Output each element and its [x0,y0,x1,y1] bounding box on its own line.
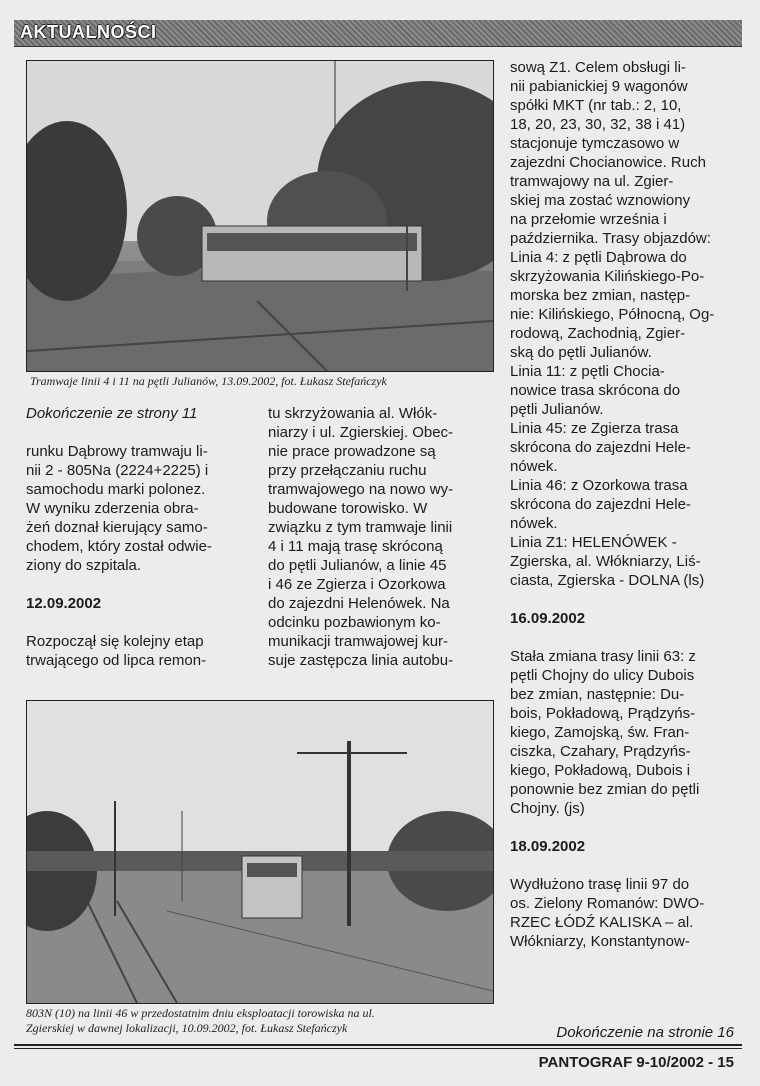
text-line: ponownie bez zmian do pętli [510,781,700,798]
text-line: budowane torowisko. W [268,500,428,517]
text-line: sową Z1. Celem obsługi li- [510,59,686,76]
col3-text-b [510,647,734,818]
text-line: października. Trasy objazdów: [510,230,711,247]
text-line: ską do pętli Julianów. [510,344,652,361]
text-line: i 46 ze Zgierza i Ozorkowa [268,576,446,593]
page-footer-label: PANTOGRAF 9-10/2002 - 15 [538,1054,734,1071]
column-right [510,58,734,951]
text-line: tramwajowego na nowo wy- [268,481,454,498]
text-line: nie prace prowadzone są [268,443,436,460]
text-line: kiego, Zamojską, św. Fran- [510,724,690,741]
photo-tram-zgierska-image [27,701,493,1003]
text-line: przy przełączaniu ruchu [268,462,427,479]
photo-trams-julianow [26,60,494,372]
text-line: suje zastępcza linia autobu- [268,652,454,669]
text-line: rodową, Zachodnią, Zgier- [510,325,686,342]
text-line: trwającego od lipca remon- [26,652,207,669]
text-line: ciszka, Czahary, Prądzyńs- [510,743,691,760]
text-line: związku z tym tramwaje linii [268,519,453,536]
text-line: Stała zmiana trasy linii 63: z [510,648,696,665]
date-heading: 12.09.2002 [26,595,102,612]
text-line: chodem, który został odwie- [26,538,212,555]
text-line: nówek. [510,515,558,532]
text-line: skiej ma zostać wznowiony [510,192,691,209]
text-line: Zgierska, al. Włókniarzy, Liś- [510,553,701,570]
text-line: skrócona do zajezdni Hele- [510,496,691,513]
text-line: do zajezdni Helenówek. Na [268,595,450,612]
text-line: nie: Kilińskiego, Północną, Og- [510,306,715,323]
text-line: stacjonuje tymczasowo w [510,135,680,152]
text-line: na przełomie września i [510,211,667,228]
text-line: żeń doznał kierujący samo- [26,519,208,536]
text-line: niarzy i ul. Zgierskiej. Obec- [268,424,454,441]
text-line: 4 i 11 mają trasę skróconą [268,538,443,555]
caption-line: 803N (10) na linii 46 w przedostatnim dniu eksploatacji torowiska na ul. [26,1006,375,1020]
text-line: os. Zielony Romanów: DWO- [510,895,705,912]
text-line: Wydłużono trasę linii 97 do [510,876,690,893]
text-line: Linia Z1: HELENÓWEK - [510,534,677,551]
photo-tram-zgierska [26,700,494,1004]
text-line: nii 2 - 805Na (2224+2225) i [26,462,209,479]
text-line: runku Dąbrowy tramwaju li- [26,443,208,460]
text-line: Rozpoczął się kolejny etap [26,633,204,650]
text-line: Linia 46: z Ozorkowa trasa [510,477,688,494]
footer-rule [14,1048,742,1049]
text-line: skrzyżowania Kilińskiego-Po- [510,268,705,285]
col3-text-a [510,58,734,590]
photo-top-caption: Tramwaje linii 4 i 11 na pętli Julianów, 13.09.2002, fot. Łukasz Stefańczyk [30,374,387,388]
column-left [26,404,246,670]
text-line: RZEC ŁÓDŹ KALISKA – al. [510,914,694,931]
text-line: bez zmian, następnie: Du- [510,686,685,703]
photo-trams-julianow-image [27,61,493,371]
text-line: tu skrzyżowania al. Włók- [268,405,438,422]
text-line: ziony do szpitala. [26,557,142,574]
text-line: tramwajowy na ul. Zgier- [510,173,674,190]
text-line: skrócona do zajezdni Hele- [510,439,691,456]
text-line: nii pabianickiej 9 wagonów [510,78,688,95]
text-line: ciasta, Zgierska - DOLNA (ls) [510,572,705,589]
continued-from: Dokończenie ze strony 11 [26,405,198,422]
text-line: do pętli Julianów, a linie 45 [268,557,447,574]
col3-text-c [510,875,734,951]
text-line: spółki MKT (nr tab.: 2, 10, [510,97,682,114]
text-line: munikacji tramwajowej kur- [268,633,449,650]
footer-rule [14,1044,742,1046]
text-line: 18, 20, 23, 30, 32, 38 i 41) [510,116,686,133]
text-line: W wyniku zderzenia obra- [26,500,199,517]
text-line: odcinku pozbawionym ko- [268,614,441,631]
text-line: morska bez zmian, następ- [510,287,691,304]
column-middle [268,404,490,670]
section-header [14,20,742,47]
text-line: Linia 4: z pętli Dąbrowa do [510,249,687,266]
text-line: bois, Pokładową, Prądzyńs- [510,705,696,722]
text-line: zajezdni Chocianowice. Ruch [510,154,706,171]
text-line: pętli Chojny do ulicy Dubois [510,667,695,684]
text-line: Włókniarzy, Konstantynow- [510,933,690,950]
text-line: nowice trasa skrócona do [510,382,681,399]
date-heading: 16.09.2002 [510,610,586,627]
text-line: kiego, Pokładową, Dubois i [510,762,691,779]
continued-on: Dokończenie na stronie 16 [556,1024,734,1041]
caption-line: Zgierskiej w dawnej lokalizacji, 10.09.2002, fot. Łukasz Stefańczyk [26,1021,348,1035]
text-line: nówek. [510,458,558,475]
text-line: Chojny. (js) [510,800,585,817]
text-line: pętli Julianów. [510,401,604,418]
text-line: Linia 45: ze Zgierza trasa [510,420,679,437]
photo-bottom-caption [26,1006,496,1036]
text-line: samochodu marki polonez. [26,481,206,498]
section-title: AKTUALNOŚCI [20,22,157,42]
date-heading: 18.09.2002 [510,838,586,855]
text-line: Linia 11: z pętli Chocia- [510,363,665,380]
